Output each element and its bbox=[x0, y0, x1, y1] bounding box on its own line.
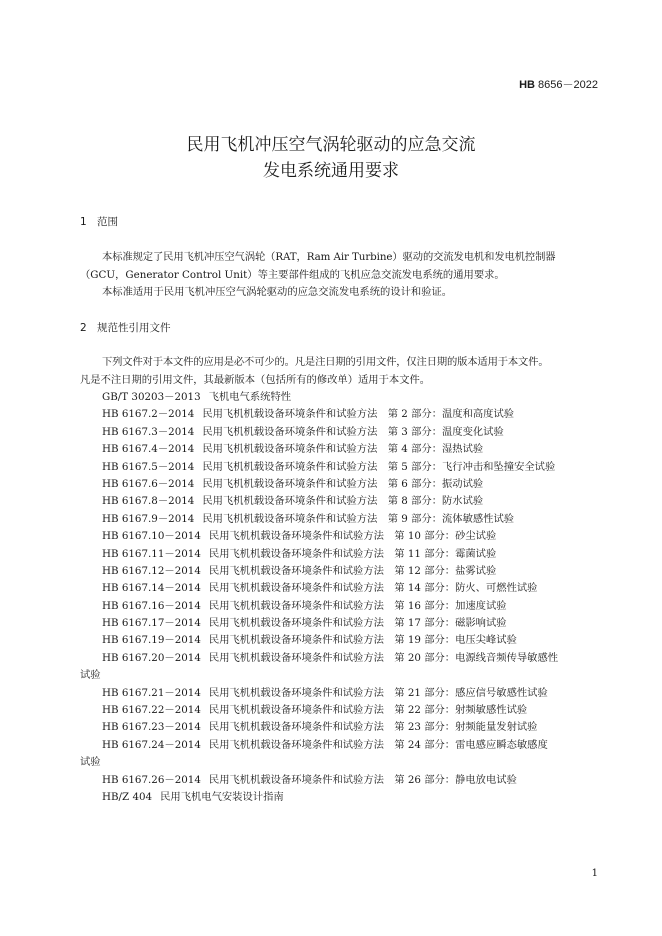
reference-title: 民用飞机机载设备环境条件和试验方法 第 16 部分：加速度试验 bbox=[208, 599, 507, 612]
reference-item bbox=[80, 563, 600, 580]
reference-title: 民用飞机机载设备环境条件和试验方法 第 10 部分：砂尘试验 bbox=[208, 530, 497, 543]
section-2-number: 2 bbox=[80, 322, 87, 334]
reference-item bbox=[80, 650, 600, 685]
reference-line bbox=[102, 478, 483, 490]
reference-title: 民用飞机机载设备环境条件和试验方法 第 5 部分：飞行冲击和坠撞安全试验 bbox=[202, 460, 556, 473]
scope-paragraph-2: 本标准适用于民用飞机冲压空气涡轮驱动的应急交流发电系统的设计和验证。 bbox=[102, 286, 453, 298]
standard-number bbox=[519, 76, 598, 92]
reference-line bbox=[102, 495, 483, 507]
reference-item bbox=[80, 772, 600, 789]
reference-title: 民用飞机机载设备环境条件和试验方法 第 21 部分：感应信号敏感性试验 bbox=[208, 686, 548, 699]
reference-line bbox=[102, 530, 496, 542]
references-intro-line-2: 凡是不注日期的引用文件，其最新版本（包括所有的修改单）适用于本文件。 bbox=[80, 373, 431, 386]
standard-code: HB bbox=[519, 79, 535, 91]
reference-code: HB 6167.6－2014 bbox=[102, 477, 195, 490]
reference-item bbox=[80, 702, 600, 719]
reference-code: HB 6167.5－2014 bbox=[102, 460, 195, 473]
reference-title: 民用飞机机载设备环境条件和试验方法 第 23 部分：射频能量发射试验 bbox=[208, 721, 538, 734]
reference-item bbox=[80, 719, 600, 736]
reference-code: HB 6167.9－2014 bbox=[102, 512, 195, 525]
reference-item bbox=[80, 389, 600, 406]
reference-item bbox=[80, 580, 600, 597]
reference-line bbox=[102, 737, 600, 754]
title-line-1: 民用飞机冲压空气涡轮驱动的应急交流 bbox=[186, 135, 476, 155]
reference-item bbox=[80, 615, 600, 632]
scope-paragraph-1-line-2: （GCU，Generator Control Unit）等主要部件组成的飞机应急交流发电系统的通用要求。 bbox=[80, 268, 505, 281]
reference-title: 民用飞机机载设备环境条件和试验方法 第 2 部分：温度和高度试验 bbox=[202, 408, 515, 421]
reference-line bbox=[102, 600, 507, 612]
reference-title: 民用飞机机载设备环境条件和试验方法 第 6 部分：振动试验 bbox=[202, 477, 484, 490]
reference-item bbox=[80, 598, 600, 615]
page-number: 1 bbox=[591, 868, 598, 879]
reference-item bbox=[80, 528, 600, 545]
reference-code: HB 6167.10－2014 bbox=[102, 530, 201, 543]
reference-line bbox=[102, 774, 517, 786]
reference-code: HB 6167.26－2014 bbox=[102, 773, 201, 786]
reference-item bbox=[80, 789, 600, 806]
reference-title: 民用飞机机载设备环境条件和试验方法 第 20 部分：电源线音频传导敏感性 bbox=[208, 651, 559, 664]
reference-title: 民用飞机机载设备环境条件和试验方法 第 14 部分：防火、可燃性试验 bbox=[208, 582, 538, 595]
reference-title: 民用飞机机载设备环境条件和试验方法 第 19 部分：电压尖峰试验 bbox=[208, 634, 517, 647]
reference-line bbox=[102, 426, 504, 438]
reference-item bbox=[80, 441, 600, 458]
reference-list bbox=[80, 389, 600, 806]
reference-line bbox=[102, 791, 284, 803]
reference-line bbox=[102, 582, 537, 594]
reference-line bbox=[102, 650, 600, 667]
reference-code: HB 6167.20－2014 bbox=[102, 651, 201, 664]
reference-code: HB 6167.23－2014 bbox=[102, 721, 201, 734]
reference-item bbox=[80, 632, 600, 649]
reference-line bbox=[102, 565, 496, 577]
reference-line bbox=[102, 634, 517, 646]
reference-line bbox=[102, 548, 496, 560]
reference-code: HB/Z 404 bbox=[102, 791, 153, 804]
reference-title: 民用飞机电气安装设计指南 bbox=[160, 791, 284, 804]
standard-number-value: 8656－2022 bbox=[538, 79, 598, 91]
reference-code: HB 6167.22－2014 bbox=[102, 704, 201, 717]
reference-code: HB 6167.16－2014 bbox=[102, 599, 201, 612]
reference-code: HB 6167.2－2014 bbox=[102, 408, 195, 421]
reference-code: HB 6167.19－2014 bbox=[102, 634, 201, 647]
reference-title: 民用飞机机载设备环境条件和试验方法 第 17 部分：磁影响试验 bbox=[208, 617, 507, 630]
reference-line bbox=[102, 704, 527, 716]
section-1-number: 1 bbox=[80, 216, 87, 228]
section-2-heading bbox=[80, 320, 171, 335]
section-1-body bbox=[80, 249, 598, 302]
scope-paragraph-1-line-1: 本标准规定了民用飞机冲压空气涡轮（RAT，Ram Air Turbine）驱动的交流发电机和发电机控制器 bbox=[102, 251, 556, 263]
reference-code: HB 6167.12－2014 bbox=[102, 564, 201, 577]
reference-code: HB 6167.17－2014 bbox=[102, 617, 201, 630]
reference-code: HB 6167.11－2014 bbox=[102, 547, 201, 560]
reference-item bbox=[80, 737, 600, 772]
document-title bbox=[0, 132, 662, 184]
reference-title: 民用飞机机载设备环境条件和试验方法 第 11 部分：霉菌试验 bbox=[208, 547, 497, 560]
references-intro-line-1: 下列文件对于本文件的应用是必不可少的。凡是注日期的引用文件，仅注日期的版本适用于本文件。 bbox=[102, 356, 549, 368]
reference-code: GB/T 30203－2013 bbox=[102, 391, 201, 403]
reference-line bbox=[102, 617, 507, 629]
reference-line bbox=[102, 721, 537, 733]
reference-line bbox=[102, 687, 548, 699]
reference-title: 民用飞机机载设备环境条件和试验方法 第 12 部分：盐雾试验 bbox=[208, 564, 497, 577]
reference-item bbox=[80, 459, 600, 476]
reference-item bbox=[80, 406, 600, 423]
reference-title: 民用飞机机载设备环境条件和试验方法 第 4 部分：湿热试验 bbox=[202, 443, 484, 456]
reference-code: HB 6167.24－2014 bbox=[102, 738, 201, 751]
reference-code: HB 6167.21－2014 bbox=[102, 686, 201, 699]
reference-title: 民用飞机机载设备环境条件和试验方法 第 8 部分：防水试验 bbox=[202, 495, 484, 508]
reference-code: HB 6167.4－2014 bbox=[102, 443, 195, 456]
reference-line bbox=[102, 513, 514, 525]
reference-item bbox=[80, 476, 600, 493]
reference-title: 民用飞机机载设备环境条件和试验方法 第 26 部分：静电放电试验 bbox=[208, 773, 517, 786]
reference-title: 民用飞机机载设备环境条件和试验方法 第 22 部分：射频敏感性试验 bbox=[208, 704, 528, 717]
reference-title: 民用飞机机载设备环境条件和试验方法 第 24 部分：雷电感应瞬态敏感度 bbox=[208, 738, 548, 751]
reference-line bbox=[102, 461, 555, 473]
reference-code: HB 6167.8－2014 bbox=[102, 495, 195, 508]
reference-item bbox=[80, 685, 600, 702]
reference-item bbox=[80, 493, 600, 510]
reference-title: 民用飞机机载设备环境条件和试验方法 第 3 部分：温度变化试验 bbox=[202, 425, 504, 438]
reference-title-continuation: 试验 bbox=[80, 669, 101, 682]
reference-title-continuation: 试验 bbox=[80, 756, 101, 769]
reference-line bbox=[102, 391, 291, 403]
reference-line bbox=[102, 443, 483, 455]
section-1-heading bbox=[80, 214, 118, 229]
reference-item bbox=[80, 424, 600, 441]
section-1-title: 范围 bbox=[97, 216, 118, 228]
reference-code: HB 6167.14－2014 bbox=[102, 582, 201, 595]
reference-line bbox=[102, 408, 514, 420]
title-line-2: 发电系统通用要求 bbox=[263, 161, 399, 181]
section-2-title: 规范性引用文件 bbox=[97, 322, 171, 334]
reference-title: 飞机电气系统特性 bbox=[208, 391, 292, 403]
reference-code: HB 6167.3－2014 bbox=[102, 425, 195, 438]
reference-item bbox=[80, 546, 600, 563]
reference-item bbox=[80, 511, 600, 528]
section-2-intro bbox=[80, 354, 598, 389]
reference-title: 民用飞机机载设备环境条件和试验方法 第 9 部分：流体敏感性试验 bbox=[202, 512, 515, 525]
